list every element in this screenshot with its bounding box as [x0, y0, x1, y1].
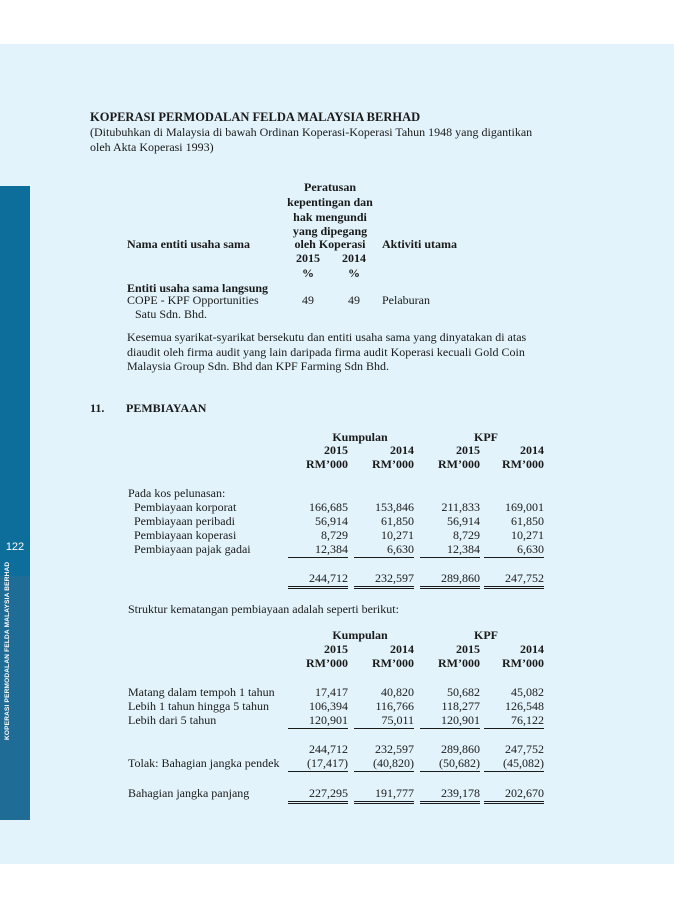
pct-header-line1: Peratusan: [304, 180, 356, 194]
year-col-2: 2014: [390, 642, 414, 656]
document-subtitle-line1: (Ditubuhkan di Malaysia di bawah Ordinan Koperasi-Koperasi Tahun 1948 yang digantikan: [90, 125, 533, 139]
page-number: 122: [5, 541, 25, 553]
jv-entity-line2: Satu Sdn. Bhd.: [135, 307, 208, 321]
section-title: PEMBIAYAAN: [126, 401, 207, 415]
cell: (17,417): [288, 756, 348, 772]
pct-header-line2: kepentingan dan: [287, 195, 373, 209]
total-cell: 191,777: [354, 786, 414, 804]
subtotal-cell: 244,712: [309, 742, 348, 756]
unit-col-4: RM’000: [502, 656, 544, 670]
cell: (50,682): [420, 756, 480, 772]
cell: 40,820: [381, 685, 414, 699]
group-header: Kumpulan: [332, 430, 388, 444]
jv-entity-line1: COPE - KPF Opportunities: [127, 293, 259, 307]
cell: 10,271: [381, 528, 414, 542]
cell: (45,082): [484, 756, 544, 772]
cell: 120,901: [420, 713, 480, 729]
col-entity-name: Nama entiti usaha sama: [127, 237, 251, 251]
pct-header-line5: oleh Koperasi: [294, 237, 366, 251]
total-cell: 202,670: [484, 786, 544, 804]
unit-col-2: RM’000: [372, 656, 414, 670]
cell: 45,082: [511, 685, 544, 699]
year-col-4: 2014: [520, 443, 544, 457]
subtotal-cell: 289,860: [441, 742, 480, 756]
cell: 153,846: [375, 500, 414, 514]
maturity-label: Matang dalam tempoh 1 tahun: [128, 685, 275, 699]
total-cell: 289,860: [420, 571, 480, 589]
cell: 116,766: [375, 699, 414, 713]
year-col-1: 2015: [324, 443, 348, 457]
maturity-label: Lebih 1 tahun hingga 5 tahun: [128, 699, 269, 713]
cell: (40,820): [354, 756, 414, 772]
jv-note-line1: Kesemua syarikat-syarikat bersekutu dan entiti usaha sama yang dinyatakan di atas: [127, 330, 527, 344]
total-cell: 239,178: [420, 786, 480, 804]
cell: 8,729: [453, 528, 480, 542]
long-term-label: Bahagian jangka panjang: [128, 786, 250, 800]
jv-section-label: Entiti usaha sama langsung: [127, 281, 269, 295]
unit-col-3: RM’000: [438, 457, 480, 471]
jv-note-line3: Malaysia Group Sdn. Bhd dan KPF Farming Sdn Bhd.: [127, 359, 390, 373]
year-col-3: 2015: [456, 443, 480, 457]
row-label: Pembiayaan korporat: [134, 500, 237, 514]
jv-note-line2: diaudit oleh firma audit yang lain daripada firma audit Koperasi kecuali Gold Coin: [127, 345, 525, 359]
document-title: KOPERASI PERMODALAN FELDA MALAYSIA BERHAD: [90, 110, 421, 124]
cost-label: Pada kos pelunasan:: [128, 486, 226, 500]
cell: 8,729: [321, 528, 348, 542]
jv-value-2014: 49: [348, 293, 360, 307]
cell: 106,394: [309, 699, 348, 713]
short-term-label: Tolak: Bahagian jangka pendek: [128, 756, 280, 770]
jv-value-2015: 49: [302, 293, 314, 307]
pct-header-line3: hak mengundi: [293, 210, 367, 224]
kpf-header: KPF: [474, 430, 498, 444]
document-subtitle-line2: oleh Akta Koperasi 1993): [90, 140, 214, 154]
row-label: Pembiayaan koperasi: [134, 528, 237, 542]
cell: 211,833: [441, 500, 480, 514]
year-col-4: 2014: [520, 642, 544, 656]
cell: 61,850: [511, 514, 544, 528]
cell: 6,630: [354, 542, 414, 558]
jv-pct-2014: %: [348, 266, 360, 280]
pct-header-line4: yang dipegang: [292, 224, 368, 238]
cell: 56,914: [315, 514, 348, 528]
cell: 61,850: [381, 514, 414, 528]
sidebar-vertical-text: KOPERASI PERMODALAN FELDA MALAYSIA BERHAD: [4, 561, 11, 740]
cell: 12,384: [288, 542, 348, 558]
cell: 12,384: [420, 542, 480, 558]
year-col-2: 2014: [390, 443, 414, 457]
jv-year-2015: 2015: [296, 251, 320, 265]
year-col-1: 2015: [324, 642, 348, 656]
unit-col-1: RM’000: [306, 656, 348, 670]
unit-col-2: RM’000: [372, 457, 414, 471]
cell: 10,271: [511, 528, 544, 542]
cell: 6,630: [484, 542, 544, 558]
cell: 50,682: [447, 685, 480, 699]
cell: 56,914: [447, 514, 480, 528]
cell: 166,685: [309, 500, 348, 514]
unit-col-4: RM’000: [502, 457, 544, 471]
kpf-header-2: KPF: [474, 628, 498, 642]
total-cell: 227,295: [288, 786, 348, 804]
jv-year-2014: 2014: [342, 251, 366, 265]
total-cell: 244,712: [288, 571, 348, 589]
year-col-3: 2015: [456, 642, 480, 656]
total-cell: 232,597: [354, 571, 414, 589]
subtotal-cell: 232,597: [375, 742, 414, 756]
jv-activity: Pelaburan: [382, 293, 430, 307]
subtotal-cell: 247,752: [505, 742, 544, 756]
section-number: 11.: [90, 401, 105, 415]
row-label: Pembiayaan peribadi: [134, 514, 235, 528]
cell: 17,417: [315, 685, 348, 699]
row-label: Pembiayaan pajak gadai: [134, 542, 251, 556]
cell: 169,001: [505, 500, 544, 514]
cell: 118,277: [441, 699, 480, 713]
unit-col-3: RM’000: [438, 656, 480, 670]
group-header-2: Kumpulan: [332, 628, 388, 642]
col-main-activity: Aktiviti utama: [382, 237, 457, 251]
maturity-label: Lebih dari 5 tahun: [128, 713, 217, 727]
jv-pct-2015: %: [302, 266, 314, 280]
cell: 126,548: [505, 699, 544, 713]
cell: 75,011: [354, 713, 414, 729]
cell: 120,901: [288, 713, 348, 729]
unit-col-1: RM’000: [306, 457, 348, 471]
total-cell: 247,752: [484, 571, 544, 589]
maturity-intro: Struktur kematangan pembiayaan adalah seperti berikut:: [128, 602, 399, 616]
cell: 76,122: [484, 713, 544, 729]
